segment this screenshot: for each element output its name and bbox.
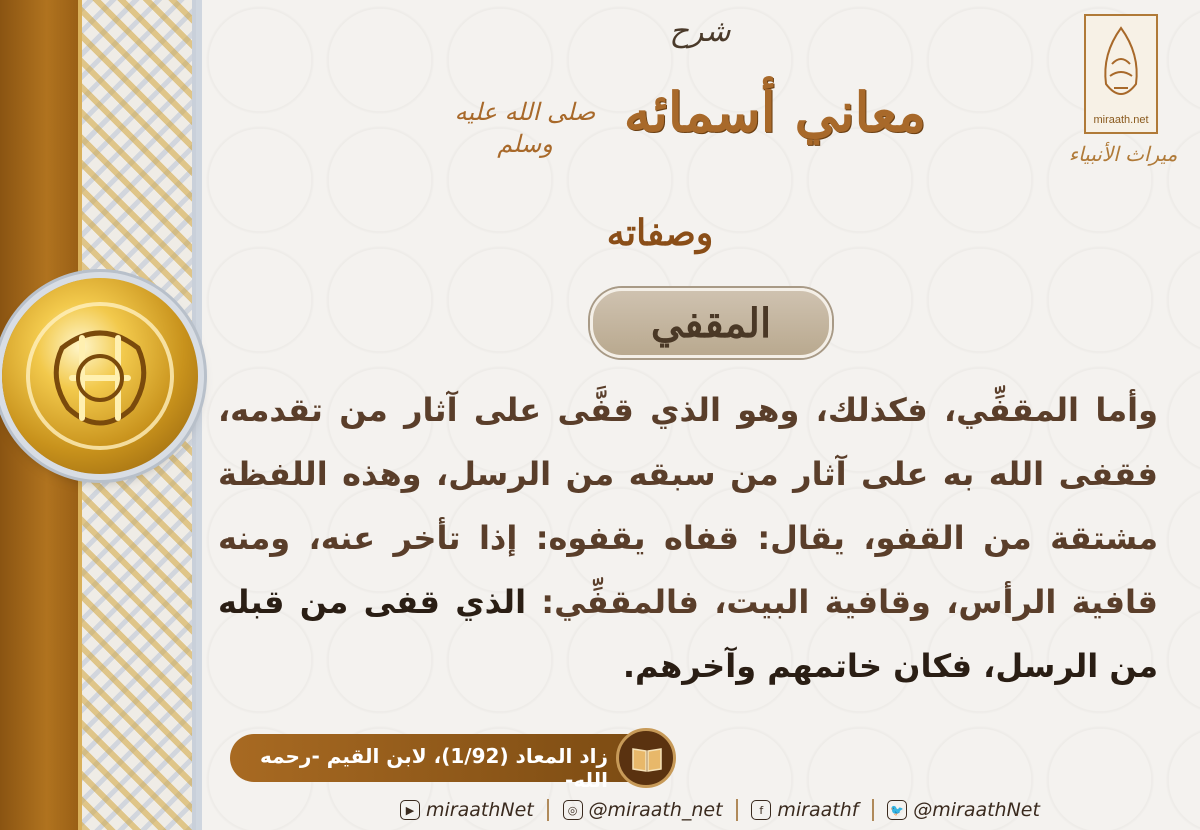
social-facebook-label: miraathf <box>777 799 859 821</box>
subtitle-wasifatih: وصفاته <box>606 212 714 254</box>
social-twitter-label: @miraathNet <box>913 799 1040 821</box>
source-citation: زاد المعاد (1/92)، لابن القيم -رحمه الله- <box>259 744 608 792</box>
social-youtube[interactable] <box>400 799 534 821</box>
logo-calligraphy-icon <box>1092 24 1150 110</box>
book-icon-circle <box>616 728 676 788</box>
facebook-icon: f <box>751 800 771 820</box>
calligraphy-emblem-icon <box>2 278 198 474</box>
social-instagram[interactable] <box>563 799 723 821</box>
main-title: معاني أسمائه <box>623 80 927 144</box>
logo-name: ميراث الأنبياء <box>1068 142 1178 166</box>
salutation-text: صلى الله عليه وسلم <box>454 98 596 158</box>
social-twitter[interactable] <box>887 799 1040 821</box>
social-separator <box>872 799 874 821</box>
title-sharh: شرح <box>669 14 731 49</box>
book-icon <box>631 745 663 773</box>
body-text-main: وأما المقفِّي، فكذلك، وهو الذي قفَّى على آثار من تقدمه، فقفى الله به على آثار من سبقه من الرسل، وهذه اللفظة مشتقة من القفو، يقال: قفاه يقفوه: إذا تأخر عنه، ومنه قافية الرأس، وقافية البيت، فالمقفِّي: <box>218 391 1159 621</box>
youtube-icon: ▶ <box>400 800 420 820</box>
body-text-emphasis: الذي قفى من قبله من الرسل، فكان خاتمهم وآخرهم. <box>218 583 1158 685</box>
social-instagram-label: @miraath_net <box>588 799 723 821</box>
name-badge <box>590 288 832 358</box>
instagram-icon: ◎ <box>563 800 583 820</box>
social-facebook[interactable] <box>751 799 858 821</box>
name-badge-label: المقفي <box>650 299 772 347</box>
social-separator <box>736 799 738 821</box>
gold-medallion <box>2 278 198 474</box>
social-separator <box>547 799 549 821</box>
body-paragraph <box>218 378 1158 698</box>
logo-frame <box>1084 14 1158 134</box>
social-links <box>400 796 1040 824</box>
logo-url: miraath.net <box>1093 114 1149 126</box>
social-youtube-label: miraathNet <box>426 799 534 821</box>
twitter-icon: 🐦 <box>887 800 907 820</box>
